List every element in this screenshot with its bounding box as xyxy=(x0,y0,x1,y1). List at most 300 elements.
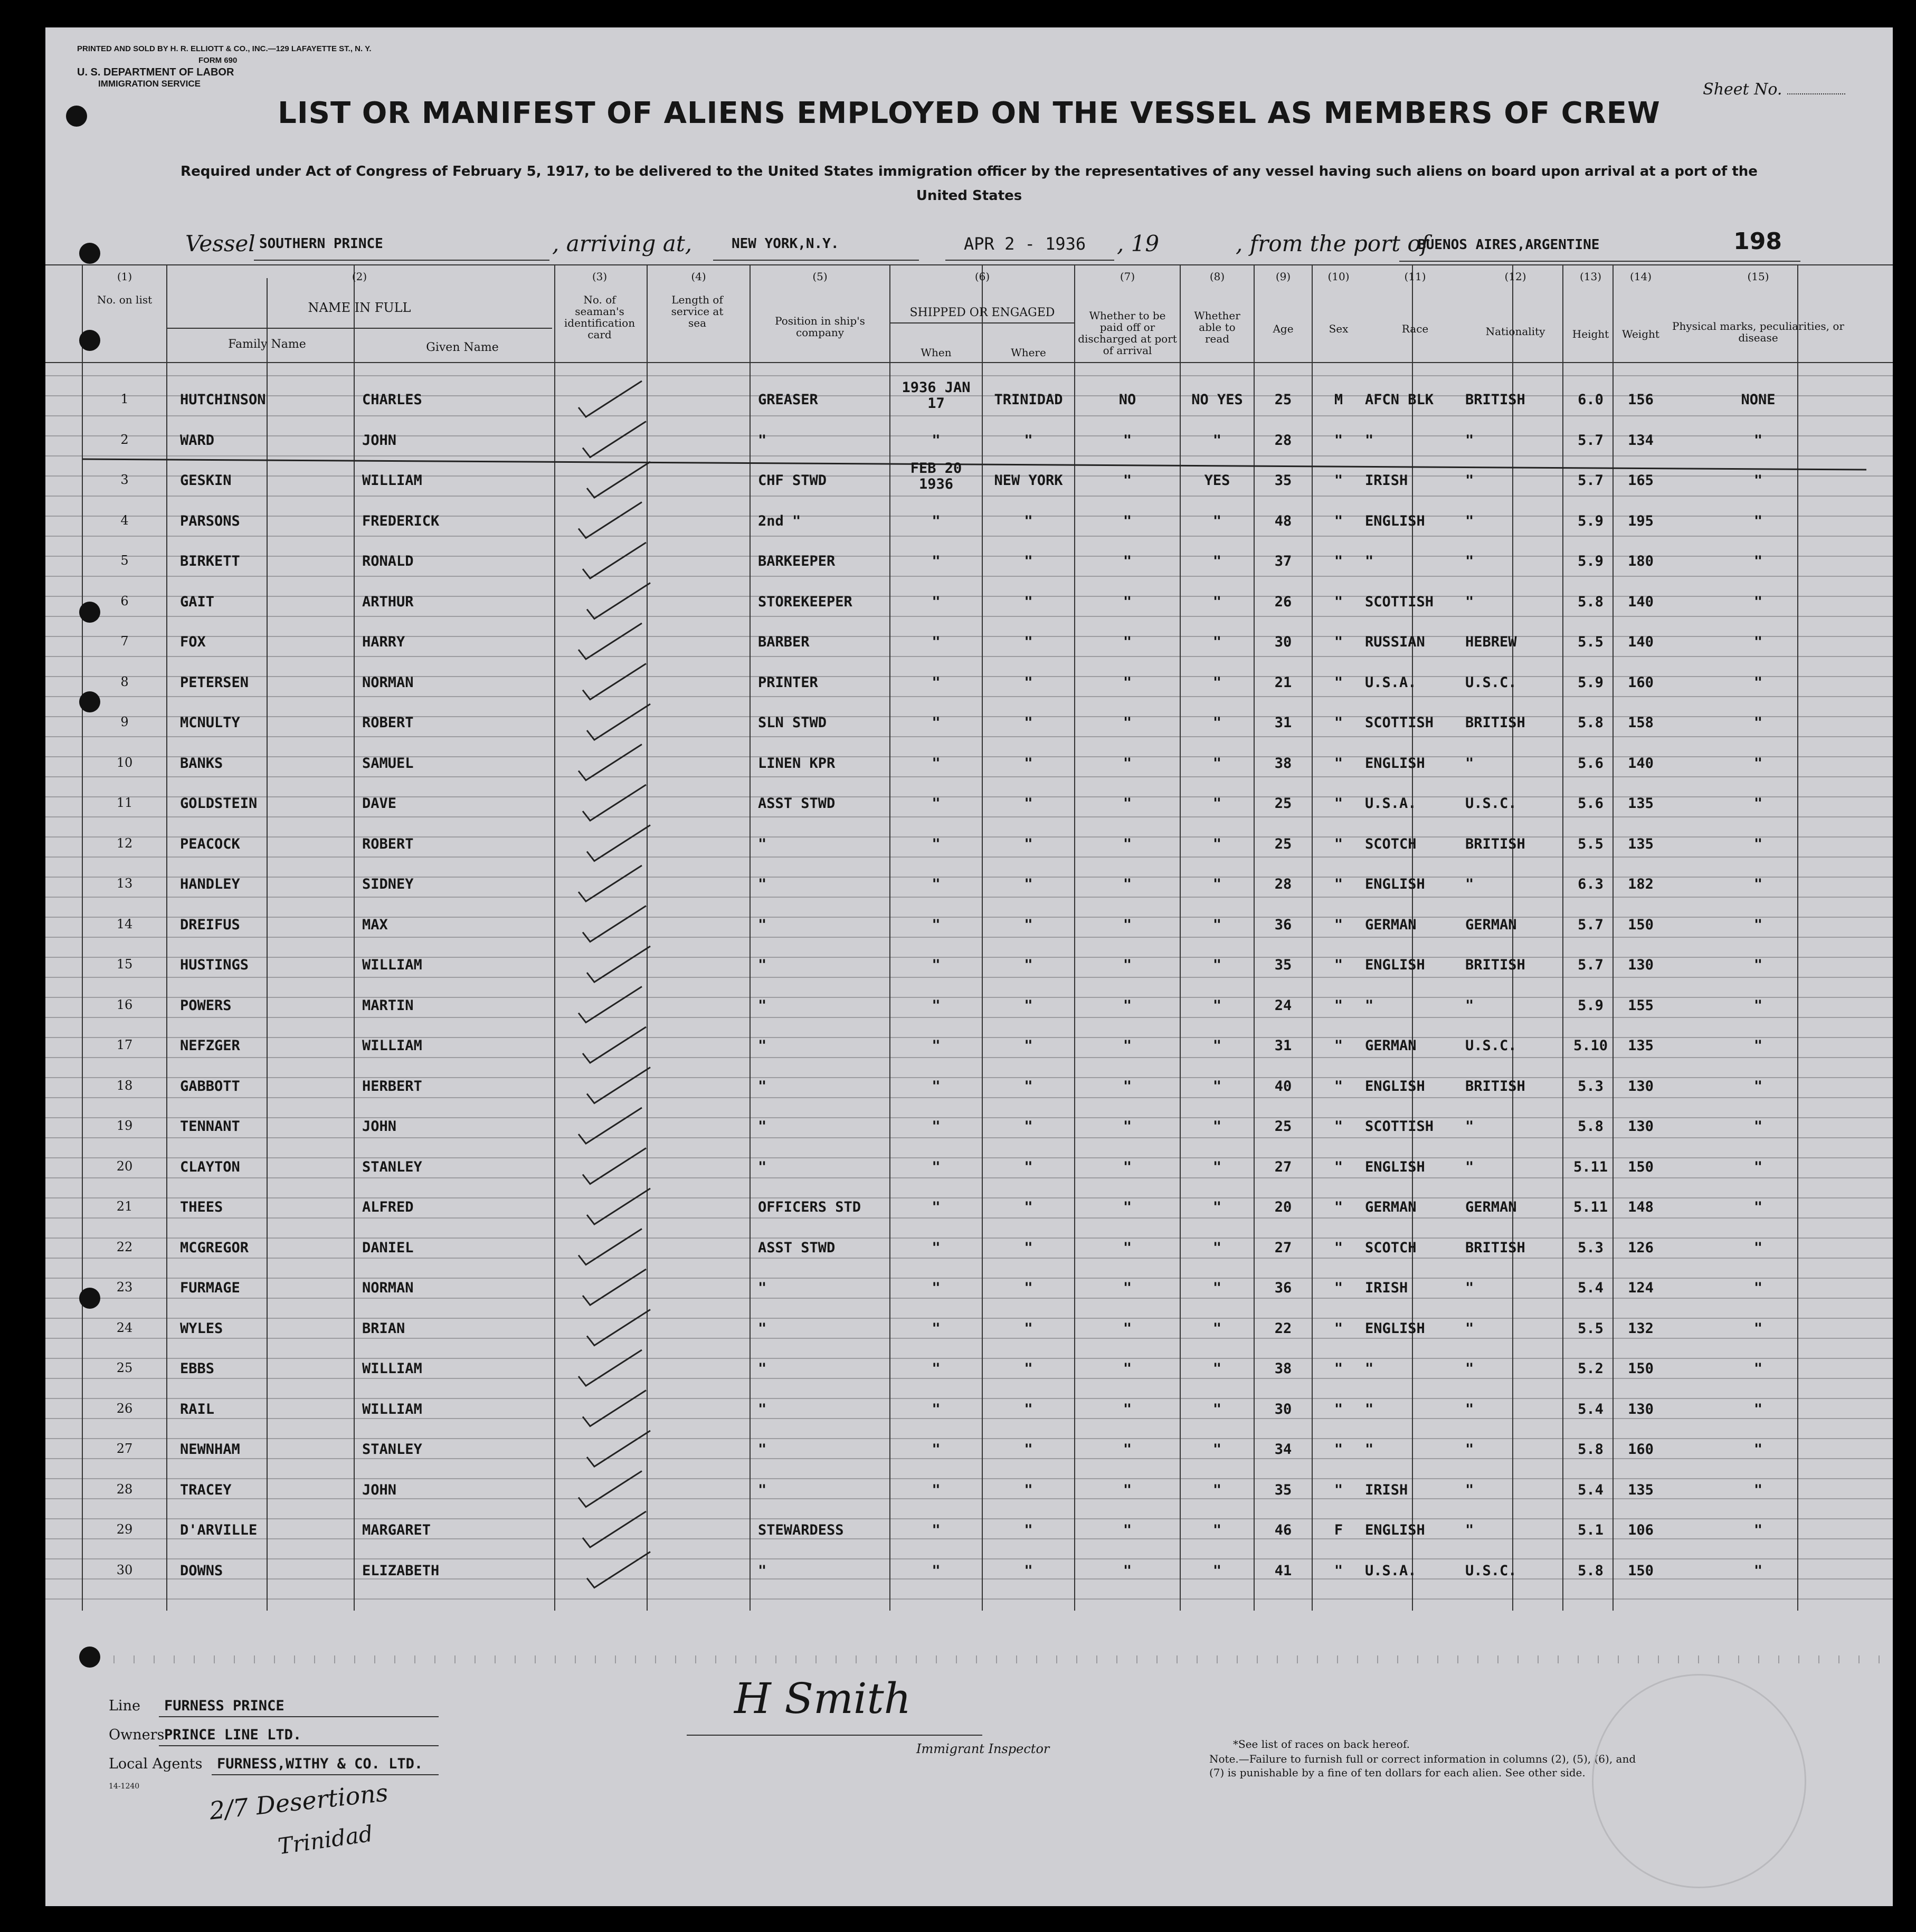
height: 5.5 xyxy=(1578,835,1604,852)
weight: 140 xyxy=(1628,593,1654,610)
card-checkmark xyxy=(578,1471,642,1507)
race: AFCN BLK xyxy=(1365,392,1434,408)
row-number: 30 xyxy=(116,1562,133,1577)
family-name: PARSONS xyxy=(180,512,240,529)
age: 25 xyxy=(1274,835,1292,852)
nationality: " xyxy=(1465,1118,1474,1135)
shipped-where: " xyxy=(1024,1360,1033,1377)
age: 48 xyxy=(1274,512,1292,529)
family-name: WYLES xyxy=(180,1320,223,1337)
position: STOREKEEPER xyxy=(758,593,852,610)
shipped-when: " xyxy=(932,1401,941,1417)
weight: 135 xyxy=(1628,835,1654,852)
card-checkmark xyxy=(583,543,646,578)
weight: 160 xyxy=(1628,1441,1654,1458)
row-number: 12 xyxy=(116,835,133,851)
header-name-in-full: NAME IN FULL xyxy=(308,300,411,315)
weight: 150 xyxy=(1628,916,1654,933)
penalty-note: Note.—Failure to furnish full or correct information in columns (2), (5), (6), and (7) is punishable by a fine of ten dollars for each alien. See other side. xyxy=(1209,1753,1636,1779)
nationality: BRITISH xyxy=(1465,392,1525,408)
race: ENGLISH xyxy=(1365,957,1425,973)
age: 36 xyxy=(1274,916,1292,933)
shipped-when: " xyxy=(932,432,941,449)
card-checkmark xyxy=(587,946,650,982)
position: GREASER xyxy=(758,392,818,408)
sex: " xyxy=(1334,1481,1343,1498)
age: 30 xyxy=(1274,1401,1292,1417)
sex: " xyxy=(1334,1360,1343,1377)
agents-value: FURNESS,WITHY & CO. LTD. xyxy=(217,1756,423,1772)
races-note: *See list of races on back hereof. xyxy=(1233,1738,1410,1750)
column-number: (9) xyxy=(1275,270,1291,283)
shipped-where: " xyxy=(1024,1280,1033,1296)
able-to-read: " xyxy=(1212,593,1222,610)
row-number: 4 xyxy=(120,512,129,528)
height: 5.7 xyxy=(1578,472,1604,489)
header-length-of-service: Length of service at sea xyxy=(671,293,724,329)
card-checkmark xyxy=(587,1188,650,1224)
able-to-read: NO YES xyxy=(1191,392,1243,408)
race: RUSSIAN xyxy=(1365,634,1425,650)
row-number: 24 xyxy=(116,1320,133,1335)
paid-off: " xyxy=(1123,755,1132,772)
height: 5.8 xyxy=(1578,1562,1604,1579)
given-name: CHARLES xyxy=(362,392,422,408)
race: IRISH xyxy=(1365,1280,1408,1296)
sheet-no-text: Sheet No. xyxy=(1703,80,1782,99)
weight: 195 xyxy=(1628,512,1654,529)
physical-marks: " xyxy=(1753,432,1763,449)
card-checkmark xyxy=(578,865,642,901)
arrival-date: APR 2 - 1936 xyxy=(964,234,1086,254)
shipped-when: " xyxy=(932,634,941,650)
position: OFFICERS STD xyxy=(758,1199,861,1215)
age: 46 xyxy=(1274,1522,1292,1538)
nationality: GERMAN xyxy=(1465,1199,1517,1215)
physical-marks: " xyxy=(1753,916,1763,933)
header-shipped-or-engaged: SHIPPED OR ENGAGED xyxy=(909,306,1055,319)
column-number: (2) xyxy=(352,270,367,283)
race: " xyxy=(1365,997,1374,1014)
age: 34 xyxy=(1274,1441,1292,1458)
physical-marks: " xyxy=(1753,1280,1763,1296)
shipped-when: " xyxy=(932,1158,941,1175)
given-name: SAMUEL xyxy=(362,755,414,772)
vessel-name: SOUTHERN PRINCE xyxy=(259,236,383,252)
physical-marks: " xyxy=(1753,835,1763,852)
card-checkmark xyxy=(587,583,650,619)
sex: " xyxy=(1334,1320,1343,1337)
shipped-where: " xyxy=(1024,1078,1033,1095)
race: " xyxy=(1365,553,1374,569)
header-physical-marks: Physical marks, peculiarities, or disease xyxy=(1672,320,1844,344)
given-name: BRIAN xyxy=(362,1320,405,1337)
sex: " xyxy=(1334,1118,1343,1135)
family-name: DREIFUS xyxy=(180,916,240,933)
sex: F xyxy=(1334,1522,1343,1538)
race: ENGLISH xyxy=(1365,755,1425,772)
line-label: Line xyxy=(109,1698,140,1714)
row-number: 10 xyxy=(116,755,133,770)
header-given-name: Given Name xyxy=(426,341,499,354)
position: ASST STWD xyxy=(758,1239,836,1256)
card-checkmark xyxy=(587,1552,650,1588)
position: " xyxy=(758,1481,767,1498)
weight: 132 xyxy=(1628,1320,1654,1337)
height: 5.9 xyxy=(1578,674,1604,691)
row-number: 19 xyxy=(116,1118,133,1133)
able-to-read: " xyxy=(1212,755,1222,772)
department-name: U. S. DEPARTMENT OF LABOR xyxy=(77,66,234,78)
shipped-when: " xyxy=(932,1280,941,1296)
row-number: 6 xyxy=(120,593,129,608)
height: 5.3 xyxy=(1578,1239,1604,1256)
height: 5.8 xyxy=(1578,715,1604,731)
header-race: Race xyxy=(1401,322,1429,335)
age: 40 xyxy=(1274,1078,1292,1095)
sex: " xyxy=(1334,1199,1343,1215)
given-name: WILLIAM xyxy=(362,1038,422,1054)
nationality: " xyxy=(1465,1158,1474,1175)
height: 5.4 xyxy=(1578,1280,1604,1296)
shipped-where: " xyxy=(1024,1038,1033,1054)
shipped-when: " xyxy=(932,876,941,892)
able-to-read: " xyxy=(1212,1360,1222,1377)
sex: " xyxy=(1334,1280,1343,1296)
given-name: HARRY xyxy=(362,634,405,650)
year-label: , 19 xyxy=(1117,231,1160,256)
height: 5.9 xyxy=(1578,997,1604,1014)
race: " xyxy=(1365,1401,1374,1417)
row-number: 9 xyxy=(120,715,129,729)
height: 5.10 xyxy=(1573,1038,1608,1054)
weight: 148 xyxy=(1628,1199,1654,1215)
able-to-read: " xyxy=(1212,957,1222,973)
physical-marks: " xyxy=(1753,472,1763,489)
given-name: NORMAN xyxy=(362,1280,414,1296)
column-number: (4) xyxy=(691,270,706,283)
header-where: Where xyxy=(1011,346,1046,359)
row-number: 23 xyxy=(116,1280,133,1295)
row-number: 16 xyxy=(116,997,133,1012)
physical-marks: " xyxy=(1753,1441,1763,1458)
shipped-when: FEB 20 1936 xyxy=(910,460,962,492)
race: ENGLISH xyxy=(1365,1158,1425,1175)
sex: " xyxy=(1334,1239,1343,1256)
shipped-where: " xyxy=(1024,1158,1033,1175)
height: 5.3 xyxy=(1578,1078,1604,1095)
page-title: LIST OR MANIFEST OF ALIENS EMPLOYED ON THE VESSEL AS MEMBERS OF CREW xyxy=(278,96,1661,130)
shipped-where: " xyxy=(1024,1239,1033,1256)
physical-marks: " xyxy=(1753,997,1763,1014)
paid-off: " xyxy=(1123,1078,1132,1095)
nationality: " xyxy=(1465,593,1474,610)
able-to-read: " xyxy=(1212,835,1222,852)
position: CHF STWD xyxy=(758,472,827,489)
position: " xyxy=(758,1118,767,1135)
row-number: 15 xyxy=(116,957,133,972)
family-name: MCNULTY xyxy=(180,715,240,731)
card-checkmark xyxy=(578,987,642,1023)
form-code: 14-1240 xyxy=(109,1782,140,1791)
age: 27 xyxy=(1274,1239,1292,1256)
able-to-read: " xyxy=(1212,1481,1222,1498)
sex: " xyxy=(1334,432,1343,449)
family-name: PETERSEN xyxy=(180,674,249,691)
paid-off: " xyxy=(1123,634,1132,650)
header-age: Age xyxy=(1273,322,1294,335)
age: 26 xyxy=(1274,593,1292,610)
sex: " xyxy=(1334,795,1343,812)
row-number: 7 xyxy=(120,634,129,649)
physical-marks: " xyxy=(1753,1562,1763,1579)
weight: 130 xyxy=(1628,1401,1654,1417)
position: " xyxy=(758,957,767,973)
age: 31 xyxy=(1274,715,1292,731)
position: PRINTER xyxy=(758,674,818,691)
card-checkmark xyxy=(578,1108,642,1144)
manifest-sheet xyxy=(45,27,1893,1906)
punch-hole xyxy=(79,602,100,623)
shipped-where: " xyxy=(1024,674,1033,691)
column-number: (15) xyxy=(1747,270,1769,283)
able-to-read: " xyxy=(1212,1280,1222,1296)
given-name: ARTHUR xyxy=(362,593,414,610)
shipped-when: " xyxy=(932,1199,941,1215)
card-checkmark xyxy=(578,502,642,538)
sex: " xyxy=(1334,553,1343,569)
race: SCOTTISH xyxy=(1365,1118,1434,1135)
able-to-read: " xyxy=(1212,1199,1222,1215)
header-sex: Sex xyxy=(1329,322,1349,335)
position: STEWARDESS xyxy=(758,1522,844,1538)
nationality: " xyxy=(1465,1522,1474,1538)
physical-marks: " xyxy=(1753,674,1763,691)
paid-off: " xyxy=(1123,1280,1132,1296)
row-number: 8 xyxy=(120,674,129,689)
able-to-read: " xyxy=(1212,1401,1222,1417)
age: 37 xyxy=(1274,553,1292,569)
punch-hole xyxy=(79,330,100,351)
physical-marks: " xyxy=(1753,1401,1763,1417)
family-name: NEWNHAM xyxy=(180,1441,240,1458)
height: 5.11 xyxy=(1573,1199,1608,1215)
race: SCOTTISH xyxy=(1365,715,1434,731)
column-number: (12) xyxy=(1504,270,1526,283)
punch-hole xyxy=(79,1647,100,1668)
able-to-read: " xyxy=(1212,1320,1222,1337)
position: " xyxy=(758,1562,767,1579)
physical-marks: NONE xyxy=(1741,392,1776,408)
given-name: NORMAN xyxy=(362,674,414,691)
physical-marks: " xyxy=(1753,795,1763,812)
row-number: 5 xyxy=(120,553,129,568)
weight: 135 xyxy=(1628,1038,1654,1054)
position: " xyxy=(758,1280,767,1296)
able-to-read: " xyxy=(1212,432,1222,449)
shipped-when: " xyxy=(932,553,941,569)
physical-marks: " xyxy=(1753,1078,1763,1095)
able-to-read: " xyxy=(1212,1239,1222,1256)
row-number: 20 xyxy=(116,1158,133,1174)
shipped-when: " xyxy=(932,997,941,1014)
punch-hole xyxy=(79,691,100,712)
nationality: BRITISH xyxy=(1465,715,1525,731)
race: GERMAN xyxy=(1365,1199,1417,1215)
sex: M xyxy=(1334,392,1343,408)
row-number: 18 xyxy=(116,1078,133,1093)
shipped-when: " xyxy=(932,1522,941,1538)
row-number: 1 xyxy=(120,392,129,406)
able-to-read: " xyxy=(1212,553,1222,569)
height: 5.5 xyxy=(1578,634,1604,650)
sex: " xyxy=(1334,593,1343,610)
paid-off: " xyxy=(1123,553,1132,569)
shipped-where: " xyxy=(1024,1199,1033,1215)
sex: " xyxy=(1334,1562,1343,1579)
shipped-when: " xyxy=(932,674,941,691)
family-name: TENNANT xyxy=(180,1118,240,1135)
height: 5.5 xyxy=(1578,1320,1604,1337)
age: 25 xyxy=(1274,795,1292,812)
race: GERMAN xyxy=(1365,1038,1417,1054)
shipped-where: " xyxy=(1024,715,1033,731)
given-name: JOHN xyxy=(362,1118,397,1135)
shipped-when: " xyxy=(932,957,941,973)
given-name: MARTIN xyxy=(362,997,414,1014)
weight: 155 xyxy=(1628,997,1654,1014)
physical-marks: " xyxy=(1753,1481,1763,1498)
given-name: RONALD xyxy=(362,553,414,569)
sex: " xyxy=(1334,997,1343,1014)
shipped-when: " xyxy=(932,512,941,529)
weight: 165 xyxy=(1628,472,1654,489)
card-checkmark xyxy=(583,1148,646,1184)
family-name: HUTCHINSON xyxy=(180,392,266,408)
age: 27 xyxy=(1274,1158,1292,1175)
race: U.S.A. xyxy=(1365,795,1417,812)
weight: 130 xyxy=(1628,1118,1654,1135)
nationality: " xyxy=(1465,472,1474,489)
position: " xyxy=(758,1158,767,1175)
column-number: (11) xyxy=(1404,270,1426,283)
card-checkmark xyxy=(578,745,642,781)
family-name: GOLDSTEIN xyxy=(180,795,258,812)
given-name: SIDNEY xyxy=(362,876,414,892)
arriving-label: , arriving at, xyxy=(552,231,693,256)
shipped-where: " xyxy=(1024,1320,1033,1337)
shipped-where: " xyxy=(1024,876,1033,892)
paid-off: " xyxy=(1123,916,1132,933)
paid-off: " xyxy=(1123,1320,1132,1337)
sex: " xyxy=(1334,1158,1343,1175)
row-number: 11 xyxy=(116,795,133,810)
header-able-to-read: Whether able to read xyxy=(1194,309,1240,345)
nationality: " xyxy=(1465,997,1474,1014)
shipped-where: " xyxy=(1024,1118,1033,1135)
paid-off: " xyxy=(1123,1360,1132,1377)
height: 5.1 xyxy=(1578,1522,1604,1538)
column-number: (7) xyxy=(1120,270,1135,283)
weight: 130 xyxy=(1628,1078,1654,1095)
sex: " xyxy=(1334,674,1343,691)
shipped-where: " xyxy=(1024,1441,1033,1458)
given-name: DAVE xyxy=(362,795,397,812)
shipped-when: " xyxy=(932,795,941,812)
nationality: BRITISH xyxy=(1465,1239,1525,1256)
column-number: (10) xyxy=(1327,270,1350,283)
age: 41 xyxy=(1274,1562,1292,1579)
nationality: " xyxy=(1465,755,1474,772)
nationality: HEBREW xyxy=(1465,634,1517,650)
shipped-where: " xyxy=(1024,432,1033,449)
card-checkmark xyxy=(583,1269,646,1305)
family-name: HANDLEY xyxy=(180,876,240,892)
family-name: NEFZGER xyxy=(180,1038,240,1054)
sex: " xyxy=(1334,1441,1343,1458)
age: 35 xyxy=(1274,957,1292,973)
row-number: 13 xyxy=(116,876,133,891)
able-to-read: " xyxy=(1212,876,1222,892)
column-number: (1) xyxy=(117,270,132,283)
sex: " xyxy=(1334,916,1343,933)
handwritten-note-line-2: Trinidad xyxy=(276,1820,375,1860)
row-number: 29 xyxy=(116,1522,133,1537)
nationality: " xyxy=(1465,1441,1474,1458)
family-name: DOWNS xyxy=(180,1562,223,1579)
given-name: STANLEY xyxy=(362,1158,422,1175)
given-name: STANLEY xyxy=(362,1441,422,1458)
able-to-read: " xyxy=(1212,1038,1222,1054)
position: SLN STWD xyxy=(758,715,827,731)
page-subtitle: Required under Act of Congress of February 5, 1917, to be delivered to the United States immigration officer by the representatives of any vessel having such aliens on board upon arrival at a port of the United States xyxy=(181,164,1758,204)
physical-marks: " xyxy=(1753,1038,1763,1054)
paid-off: " xyxy=(1123,876,1132,892)
height: 5.4 xyxy=(1578,1481,1604,1498)
nationality: U.S.C. xyxy=(1465,674,1517,691)
race: ENGLISH xyxy=(1365,876,1425,892)
position: " xyxy=(758,1401,767,1417)
card-checkmark xyxy=(578,623,642,659)
family-name: WARD xyxy=(180,432,215,449)
arriving-port: NEW YORK,N.Y. xyxy=(732,236,839,252)
able-to-read: " xyxy=(1212,674,1222,691)
given-name: FREDERICK xyxy=(362,512,440,529)
vessel-label: Vessel xyxy=(185,231,255,256)
age: 31 xyxy=(1274,1038,1292,1054)
nationality: " xyxy=(1465,1320,1474,1337)
card-checkmark xyxy=(583,785,646,821)
nationality: " xyxy=(1465,1401,1474,1417)
row-number: 28 xyxy=(116,1481,133,1497)
age: 36 xyxy=(1274,1280,1292,1296)
row-number: 14 xyxy=(116,916,133,931)
race: ENGLISH xyxy=(1365,1320,1425,1337)
able-to-read: " xyxy=(1212,1158,1222,1175)
family-name: HUSTINGS xyxy=(180,957,249,973)
age: 24 xyxy=(1274,997,1292,1014)
from-port: BUENOS AIRES,ARGENTINE xyxy=(1418,237,1600,253)
family-name: D'ARVILLE xyxy=(180,1522,258,1538)
family-name: TRACEY xyxy=(180,1481,232,1498)
row-number: 2 xyxy=(120,432,129,447)
header-height: Height xyxy=(1572,328,1609,340)
shipped-where: " xyxy=(1024,835,1033,852)
age: 21 xyxy=(1274,674,1292,691)
card-checkmark xyxy=(583,1391,646,1426)
weight: 126 xyxy=(1628,1239,1654,1256)
paid-off: " xyxy=(1123,1118,1132,1135)
